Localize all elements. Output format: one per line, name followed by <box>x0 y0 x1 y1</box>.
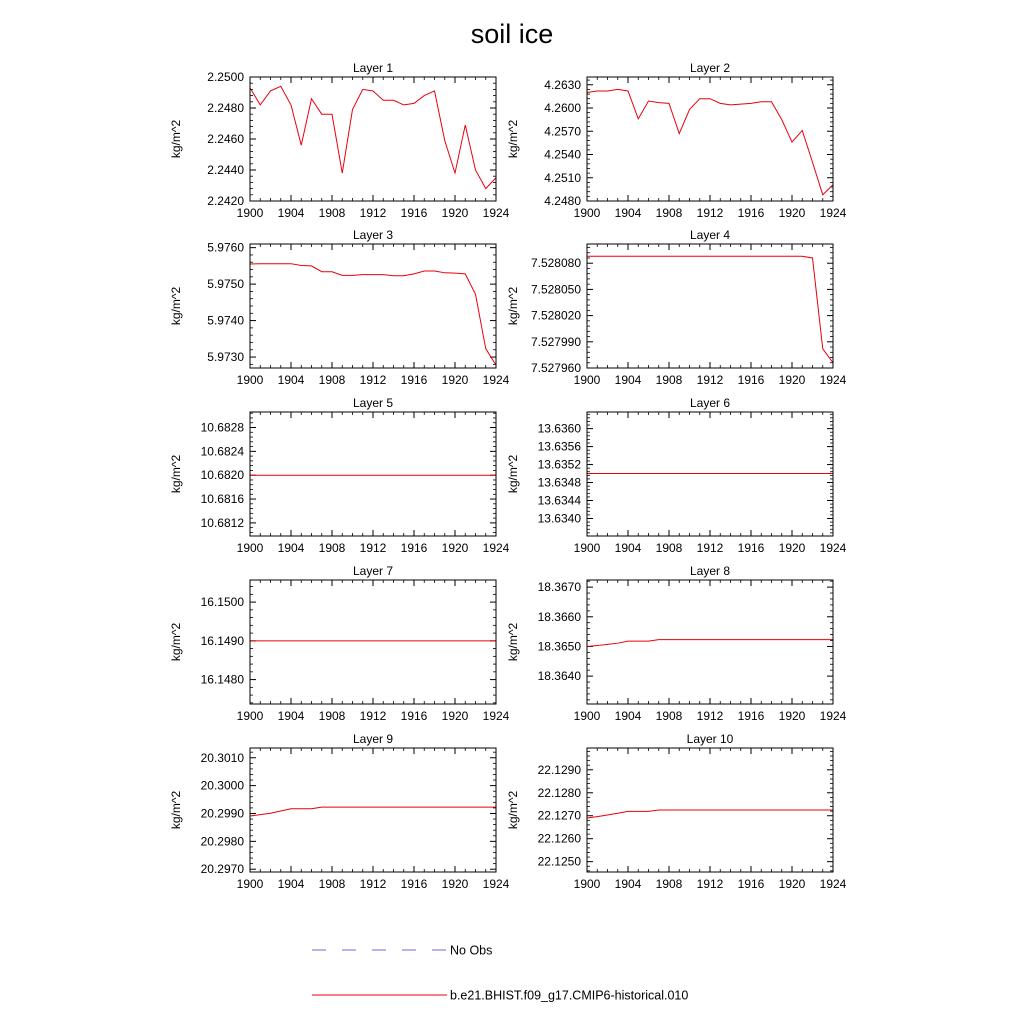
x-tick-label: 1916 <box>400 541 428 555</box>
x-tick-label: 1904 <box>277 877 305 891</box>
y-tick-label: 13.6348 <box>537 475 581 490</box>
y-tick-label: 7.527990 <box>530 334 581 349</box>
y-tick-label: 7.527960 <box>530 361 581 375</box>
x-tick-label: 1904 <box>614 877 642 891</box>
y-tick-label: 10.6812 <box>200 515 244 530</box>
x-tick-label: 1916 <box>737 206 765 220</box>
x-tick-label: 1920 <box>441 541 469 555</box>
panel-title: Layer 6 <box>689 396 731 410</box>
legend-model-label: b.e21.BHIST.f09_g17.CMIP6-historical.010 <box>450 988 689 1003</box>
y-axis-label: kg/m^2 <box>169 454 183 494</box>
series-line <box>587 640 833 647</box>
x-tick-label: 1920 <box>778 206 806 220</box>
x-tick-label: 1912 <box>359 541 387 555</box>
y-tick-label: 2.2480 <box>207 101 244 115</box>
x-tick-label: 1916 <box>737 373 765 387</box>
x-tick-label: 1900 <box>236 541 264 555</box>
panel-title: Layer 1 <box>352 61 394 75</box>
y-tick-label: 2.2420 <box>207 194 244 208</box>
y-tick-label: 22.1280 <box>537 785 581 800</box>
x-tick-label: 1908 <box>318 877 346 891</box>
y-tick-label: 16.1500 <box>200 595 244 610</box>
y-axis-label: kg/m^2 <box>169 790 183 830</box>
y-tick-label: 13.6352 <box>537 457 581 472</box>
x-tick-label: 1900 <box>573 877 601 891</box>
x-tick-label: 1916 <box>400 877 428 891</box>
series-line <box>587 89 833 194</box>
panel-title: Layer 7 <box>352 564 394 578</box>
y-tick-label: 16.1490 <box>200 633 244 648</box>
x-tick-label: 1908 <box>655 373 683 387</box>
x-tick-label: 1920 <box>778 541 806 555</box>
y-tick-label: 2.2440 <box>207 163 244 177</box>
x-tick-label: 1920 <box>778 709 806 723</box>
panel-title: Layer 9 <box>352 732 394 746</box>
y-tick-label: 10.6816 <box>200 492 244 507</box>
x-tick-label: 1900 <box>573 373 601 387</box>
x-tick-label: 1924 <box>482 541 510 555</box>
y-axis-label: kg/m^2 <box>169 286 183 326</box>
x-tick-label: 1924 <box>819 877 847 891</box>
x-tick-label: 1916 <box>400 206 428 220</box>
x-tick-label: 1912 <box>696 206 724 220</box>
x-tick-label: 1908 <box>655 709 683 723</box>
x-tick-label: 1924 <box>819 709 847 723</box>
panel-title: Layer 8 <box>689 564 731 578</box>
x-tick-label: 1912 <box>696 373 724 387</box>
x-tick-label: 1900 <box>236 709 264 723</box>
plot-frame <box>250 244 496 368</box>
x-tick-label: 1900 <box>236 373 264 387</box>
y-tick-label: 20.3010 <box>200 750 244 765</box>
x-tick-label: 1924 <box>819 373 847 387</box>
x-tick-label: 1904 <box>277 541 305 555</box>
y-tick-label: 22.1250 <box>537 854 581 869</box>
y-tick-label: 20.3000 <box>200 778 244 793</box>
y-tick-label: 4.2570 <box>544 124 581 139</box>
y-axis-label: kg/m^2 <box>506 622 520 662</box>
y-tick-label: 18.3640 <box>537 669 581 684</box>
y-tick-label: 4.2540 <box>544 147 581 162</box>
panel-5 <box>169 396 510 555</box>
x-tick-label: 1904 <box>614 373 642 387</box>
series-line <box>250 807 496 816</box>
y-tick-label: 5.9730 <box>207 350 244 365</box>
plot-frame <box>587 77 833 201</box>
y-axis-label: kg/m^2 <box>169 622 183 662</box>
x-tick-label: 1924 <box>482 206 510 220</box>
x-tick-label: 1904 <box>614 709 642 723</box>
x-tick-label: 1920 <box>778 373 806 387</box>
x-tick-label: 1904 <box>614 541 642 555</box>
y-tick-label: 18.3670 <box>537 580 581 595</box>
y-tick-label: 13.6356 <box>537 439 581 454</box>
panel-title: Layer 10 <box>686 732 734 746</box>
y-tick-label: 4.2600 <box>544 101 581 115</box>
y-tick-label: 20.2970 <box>200 862 244 877</box>
y-axis-label: kg/m^2 <box>506 119 520 159</box>
y-tick-label: 22.1290 <box>537 762 581 777</box>
x-tick-label: 1900 <box>236 206 264 220</box>
x-tick-label: 1920 <box>441 206 469 220</box>
x-tick-label: 1904 <box>277 709 305 723</box>
x-tick-label: 1908 <box>318 373 346 387</box>
x-tick-label: 1916 <box>737 877 765 891</box>
plot-frame <box>250 580 496 704</box>
y-axis-label: kg/m^2 <box>506 454 520 494</box>
x-tick-label: 1908 <box>655 877 683 891</box>
y-tick-label: 4.2510 <box>544 170 581 185</box>
x-tick-label: 1912 <box>696 877 724 891</box>
x-tick-label: 1912 <box>359 877 387 891</box>
x-tick-label: 1904 <box>277 206 305 220</box>
y-axis-label: kg/m^2 <box>506 790 520 830</box>
x-tick-label: 1908 <box>318 709 346 723</box>
x-tick-label: 1908 <box>655 206 683 220</box>
y-tick-label: 2.2500 <box>207 70 244 84</box>
y-tick-label: 13.6340 <box>537 511 581 526</box>
x-tick-label: 1908 <box>318 206 346 220</box>
series-line <box>250 86 496 188</box>
x-tick-label: 1916 <box>400 373 428 387</box>
x-tick-label: 1912 <box>359 206 387 220</box>
panel-4 <box>506 228 847 387</box>
x-tick-label: 1924 <box>482 877 510 891</box>
y-tick-label: 5.9750 <box>207 277 244 292</box>
x-tick-label: 1920 <box>441 877 469 891</box>
y-tick-label: 16.1480 <box>200 672 244 687</box>
x-tick-label: 1912 <box>696 541 724 555</box>
y-tick-label: 13.6360 <box>537 421 581 436</box>
x-tick-label: 1916 <box>737 541 765 555</box>
y-axis-label: kg/m^2 <box>169 119 183 159</box>
x-tick-label: 1920 <box>778 877 806 891</box>
x-tick-label: 1924 <box>819 206 847 220</box>
y-tick-label: 4.2630 <box>544 77 581 92</box>
x-tick-label: 1912 <box>696 709 724 723</box>
x-tick-label: 1912 <box>359 709 387 723</box>
x-tick-label: 1900 <box>573 206 601 220</box>
y-tick-label: 7.528080 <box>530 256 581 271</box>
panel-8 <box>506 564 847 723</box>
x-tick-label: 1916 <box>400 709 428 723</box>
panel-2 <box>506 61 847 220</box>
y-tick-label: 13.6344 <box>537 493 581 508</box>
plot-frame <box>587 244 833 368</box>
x-tick-label: 1920 <box>441 373 469 387</box>
panel-6 <box>506 396 847 555</box>
plot-frame <box>250 77 496 201</box>
panel-10 <box>506 732 847 891</box>
y-tick-label: 22.1270 <box>537 808 581 823</box>
figure-title: soil ice <box>470 19 554 49</box>
y-tick-label: 10.6820 <box>200 468 244 483</box>
y-tick-label: 5.9740 <box>207 313 244 328</box>
panel-title: Layer 3 <box>352 228 394 242</box>
y-tick-label: 5.9760 <box>207 240 244 255</box>
panel-grid <box>169 61 847 891</box>
x-tick-label: 1900 <box>236 877 264 891</box>
legend-no-obs-label: No Obs <box>450 943 493 958</box>
series-line <box>250 264 496 365</box>
x-tick-label: 1912 <box>359 373 387 387</box>
x-tick-label: 1920 <box>441 709 469 723</box>
y-tick-label: 20.2990 <box>200 806 244 821</box>
y-tick-label: 2.2460 <box>207 132 244 146</box>
x-tick-label: 1908 <box>318 541 346 555</box>
plot-frame <box>250 412 496 536</box>
panel-7 <box>169 564 510 723</box>
y-tick-label: 7.528020 <box>530 308 581 323</box>
x-tick-label: 1908 <box>655 541 683 555</box>
panel-title: Layer 5 <box>352 396 394 410</box>
y-tick-label: 22.1260 <box>537 831 581 846</box>
x-tick-label: 1900 <box>573 709 601 723</box>
series-line <box>587 810 833 818</box>
x-tick-label: 1904 <box>614 206 642 220</box>
y-tick-label: 18.3660 <box>537 609 581 624</box>
y-tick-label: 18.3650 <box>537 639 581 654</box>
y-axis-label: kg/m^2 <box>506 286 520 326</box>
panel-title: Layer 4 <box>689 228 731 242</box>
x-tick-label: 1916 <box>737 709 765 723</box>
y-tick-label: 20.2980 <box>200 834 244 849</box>
y-tick-label: 10.6828 <box>200 420 244 435</box>
y-tick-label: 4.2480 <box>544 194 581 208</box>
y-tick-label: 10.6824 <box>200 444 244 459</box>
series-line <box>587 256 833 363</box>
y-tick-label: 7.528050 <box>530 282 581 297</box>
x-tick-label: 1924 <box>819 541 847 555</box>
x-tick-label: 1904 <box>277 373 305 387</box>
panel-3 <box>169 228 510 387</box>
panel-9 <box>169 732 510 891</box>
x-tick-label: 1900 <box>573 541 601 555</box>
panel-1 <box>169 61 510 220</box>
x-tick-label: 1924 <box>482 709 510 723</box>
legend <box>312 944 688 1003</box>
x-tick-label: 1924 <box>482 373 510 387</box>
panel-title: Layer 2 <box>689 61 731 75</box>
